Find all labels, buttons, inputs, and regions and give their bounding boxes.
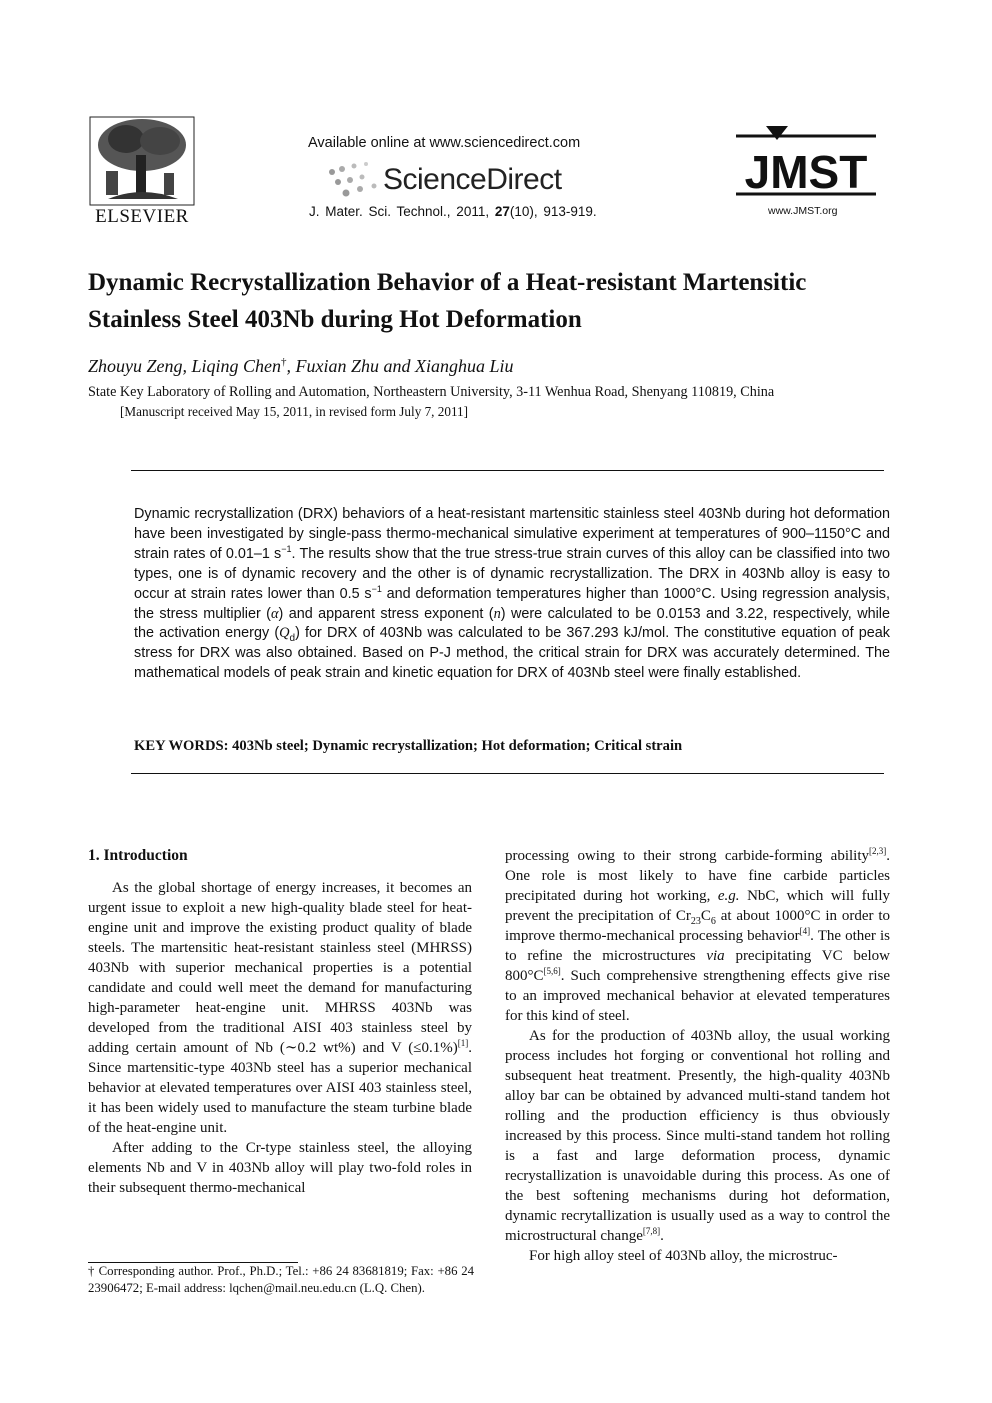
q-subscript: d [289, 633, 296, 645]
citation-ref: [1] [457, 1038, 469, 1048]
journal-citation [309, 204, 597, 219]
paragraph: After adding to the Cr-type stainless steel, the alloying elements Nb and V in 403Nb alloy will play two-fold roles in their subsequent thermo-mechanical [88, 1140, 472, 1196]
journal-logo-text: JMST [744, 146, 868, 198]
citation-journal: J. Mater. Sci. Technol., 2011, [309, 204, 495, 219]
tree-icon [88, 115, 196, 207]
abstract-text-5: ) were calculated to be 0.0153 and 3.22, respectively, while the activation energy ( [134, 605, 890, 642]
authors-part-2: , Fuxian Zhu and Xianghua Liu [286, 356, 514, 376]
title-line-1: Dynamic Recrystallization Behavior of a Heat-resistant Martensitic [88, 269, 807, 296]
paragraph-text: . Such comprehensive strengthening effects give rise to an improved mechanical behavior at elevated temperatures for this kind of steel. [505, 968, 890, 1024]
abstract-text-4: ) and apparent stress exponent ( [278, 605, 494, 622]
paragraph-text: . Since martensitic-type 403Nb steel has a superior mechanical behavior at elevated temperatures over AISI 403 stainless steel, it has been widely used to manufacture the steam turbine blade of the heat-engine unit. [88, 1040, 472, 1136]
citation-ref: [4] [799, 926, 811, 936]
title-line-2: Stainless Steel 403Nb during Hot Deformation [88, 306, 582, 333]
left-column [88, 846, 472, 1198]
chem-subscript: 23 [690, 916, 701, 927]
paragraph: For high alloy steel of 403Nb alloy, the microstruc- [529, 1248, 838, 1264]
alpha-symbol: α [270, 605, 279, 622]
section-heading: 1. Introduction [88, 847, 188, 864]
corresponding-author-footnote: † Corresponding author. Prof., Ph.D.; Tel.: +86 24 83681819; Fax: +86 24 23906472; E-mail address: lqchen@mail.neu.edu.cn (L.Q. Chen). [88, 1264, 474, 1295]
paragraph-text: . [660, 1228, 664, 1244]
paragraph-text: at about 1000°C in order to improve thermo-mechanical processing behavior [505, 908, 890, 944]
authors-part-1: Zhouyu Zeng, Liqing Chen [88, 356, 282, 376]
paragraph-text: . The other is to refine the microstructures [505, 928, 890, 964]
paragraph-text: precipitating VC below 800°C [505, 948, 890, 984]
citation-ref: [7,8] [642, 1226, 661, 1236]
divider-top [131, 470, 884, 471]
paragraph-text: As the global shortage of energy increases, it becomes an urgent issue to exploit a new high-quality blade steel for heat-engine unit and improve the existing product quality of blade steels. The martensitic heat-resistant stainless steel (MHRSS) 403Nb with superior mechanical properties is a potential candidate and could well meet the demand for manufacturing high-parameter heat-engine unit. MHRSS 403Nb was developed from the traditional AISI 403 stainless steel by adding certain amount of Nb (∼0.2 wt%) and V (≤0.1%) [88, 880, 472, 1056]
q-symbol: Q [279, 625, 290, 642]
author-list [88, 356, 514, 377]
publisher-name: ELSEVIER [95, 206, 189, 227]
chem-subscript: 6 [710, 916, 716, 927]
sciencedirect-wordmark: ScienceDirect [383, 163, 562, 196]
citation-ref: [5,6] [543, 966, 561, 976]
paragraph-text: As for the production of 403Nb alloy, the usual working process includes hot forging or conventional hot rolling and subsequent heat treatment. Presently, the high-quality 403Nb alloy bar can be obtained by advanced multi-stand tandem hot rolling and the production efficiency is thus obviously increased by this process. Since multi-stand tandem hot rolling is a fast and large deformation process, dynamic recrystallization is unavoidable during this process. As one of the best softening mechanisms during hot deformation, dynamic recrytallization is usually used as a way to control the microstructural change [505, 1028, 890, 1244]
citation-issue-pages: (10), 913-919. [509, 204, 597, 219]
journal-url: www.JMST.org [768, 205, 838, 217]
via-italic: via [706, 948, 725, 964]
n-symbol: n [493, 605, 501, 622]
paragraph-text: processing owing to their strong carbide-forming ability [505, 848, 869, 864]
corresponding-dagger: † [281, 356, 287, 368]
paragraph [505, 1026, 890, 1246]
affiliation: State Key Laboratory of Rolling and Automation, Northeastern University, 3-11 Wenhua Road, Shenyang 110819, China [88, 384, 775, 400]
paragraph-text: . One role is most likely to have fine carbide particles precipitated during hot working, [505, 848, 890, 904]
paragraph-text: NbC, which will fully prevent the precipitation of Cr [505, 888, 890, 924]
available-online-line: Available online at www.sciencedirect.com [308, 135, 581, 151]
eg-italic: e.g. [717, 888, 740, 904]
paragraph [505, 846, 890, 1026]
chem-element: C [700, 908, 711, 924]
keywords: KEY WORDS: 403Nb steel; Dynamic recrystallization; Hot deformation; Critical strain [134, 738, 683, 754]
citation-ref: [2,3] [869, 846, 887, 856]
abstract-exponent-2: −1 [371, 583, 382, 594]
abstract-text-3: and deformation temperatures higher than 1000°C. Using regression analysis, the stress multiplier ( [134, 585, 890, 622]
divider-bottom [131, 773, 884, 774]
right-column [505, 846, 890, 1266]
abstract [134, 505, 890, 684]
citation-volume: 27 [494, 204, 510, 219]
paragraph [88, 878, 472, 1138]
jmst-logo [732, 124, 880, 204]
abstract-text-2: . The results show that the true stress-true strain curves of this alloy can be classified into two types, one is of dynamic recovery and the other is of dynamic recrystallization. The DRX in 403Nb alloy is easy to occur at strain rates lower than 0.5 s [134, 545, 890, 602]
article-title [88, 264, 908, 338]
abstract-exponent-1: −1 [281, 544, 292, 555]
received-dates: [Manuscript received May 15, 2011, in revised form July 7, 2011] [120, 404, 469, 419]
abstract-text-6: ) for DRX of 403Nb was calculated to be 367.293 kJ/mol. The constitutive equation of peak stress for DRX was also obtained. Based on P-J method, the critical strain for DRX was accurately determined. The mathematical models of peak strain and kinetic equation for DRX of 403Nb steel were finally established. [134, 625, 891, 682]
abstract-text-1: Dynamic recrystallization (DRX) behaviors of a heat-resistant martensitic stainless steel 403Nb during hot deformation have been investigated by single-pass thermo-mechanical simulative experiment at temperatures of 900–1150°C and strain rates of 0.01–1 s [134, 506, 890, 562]
